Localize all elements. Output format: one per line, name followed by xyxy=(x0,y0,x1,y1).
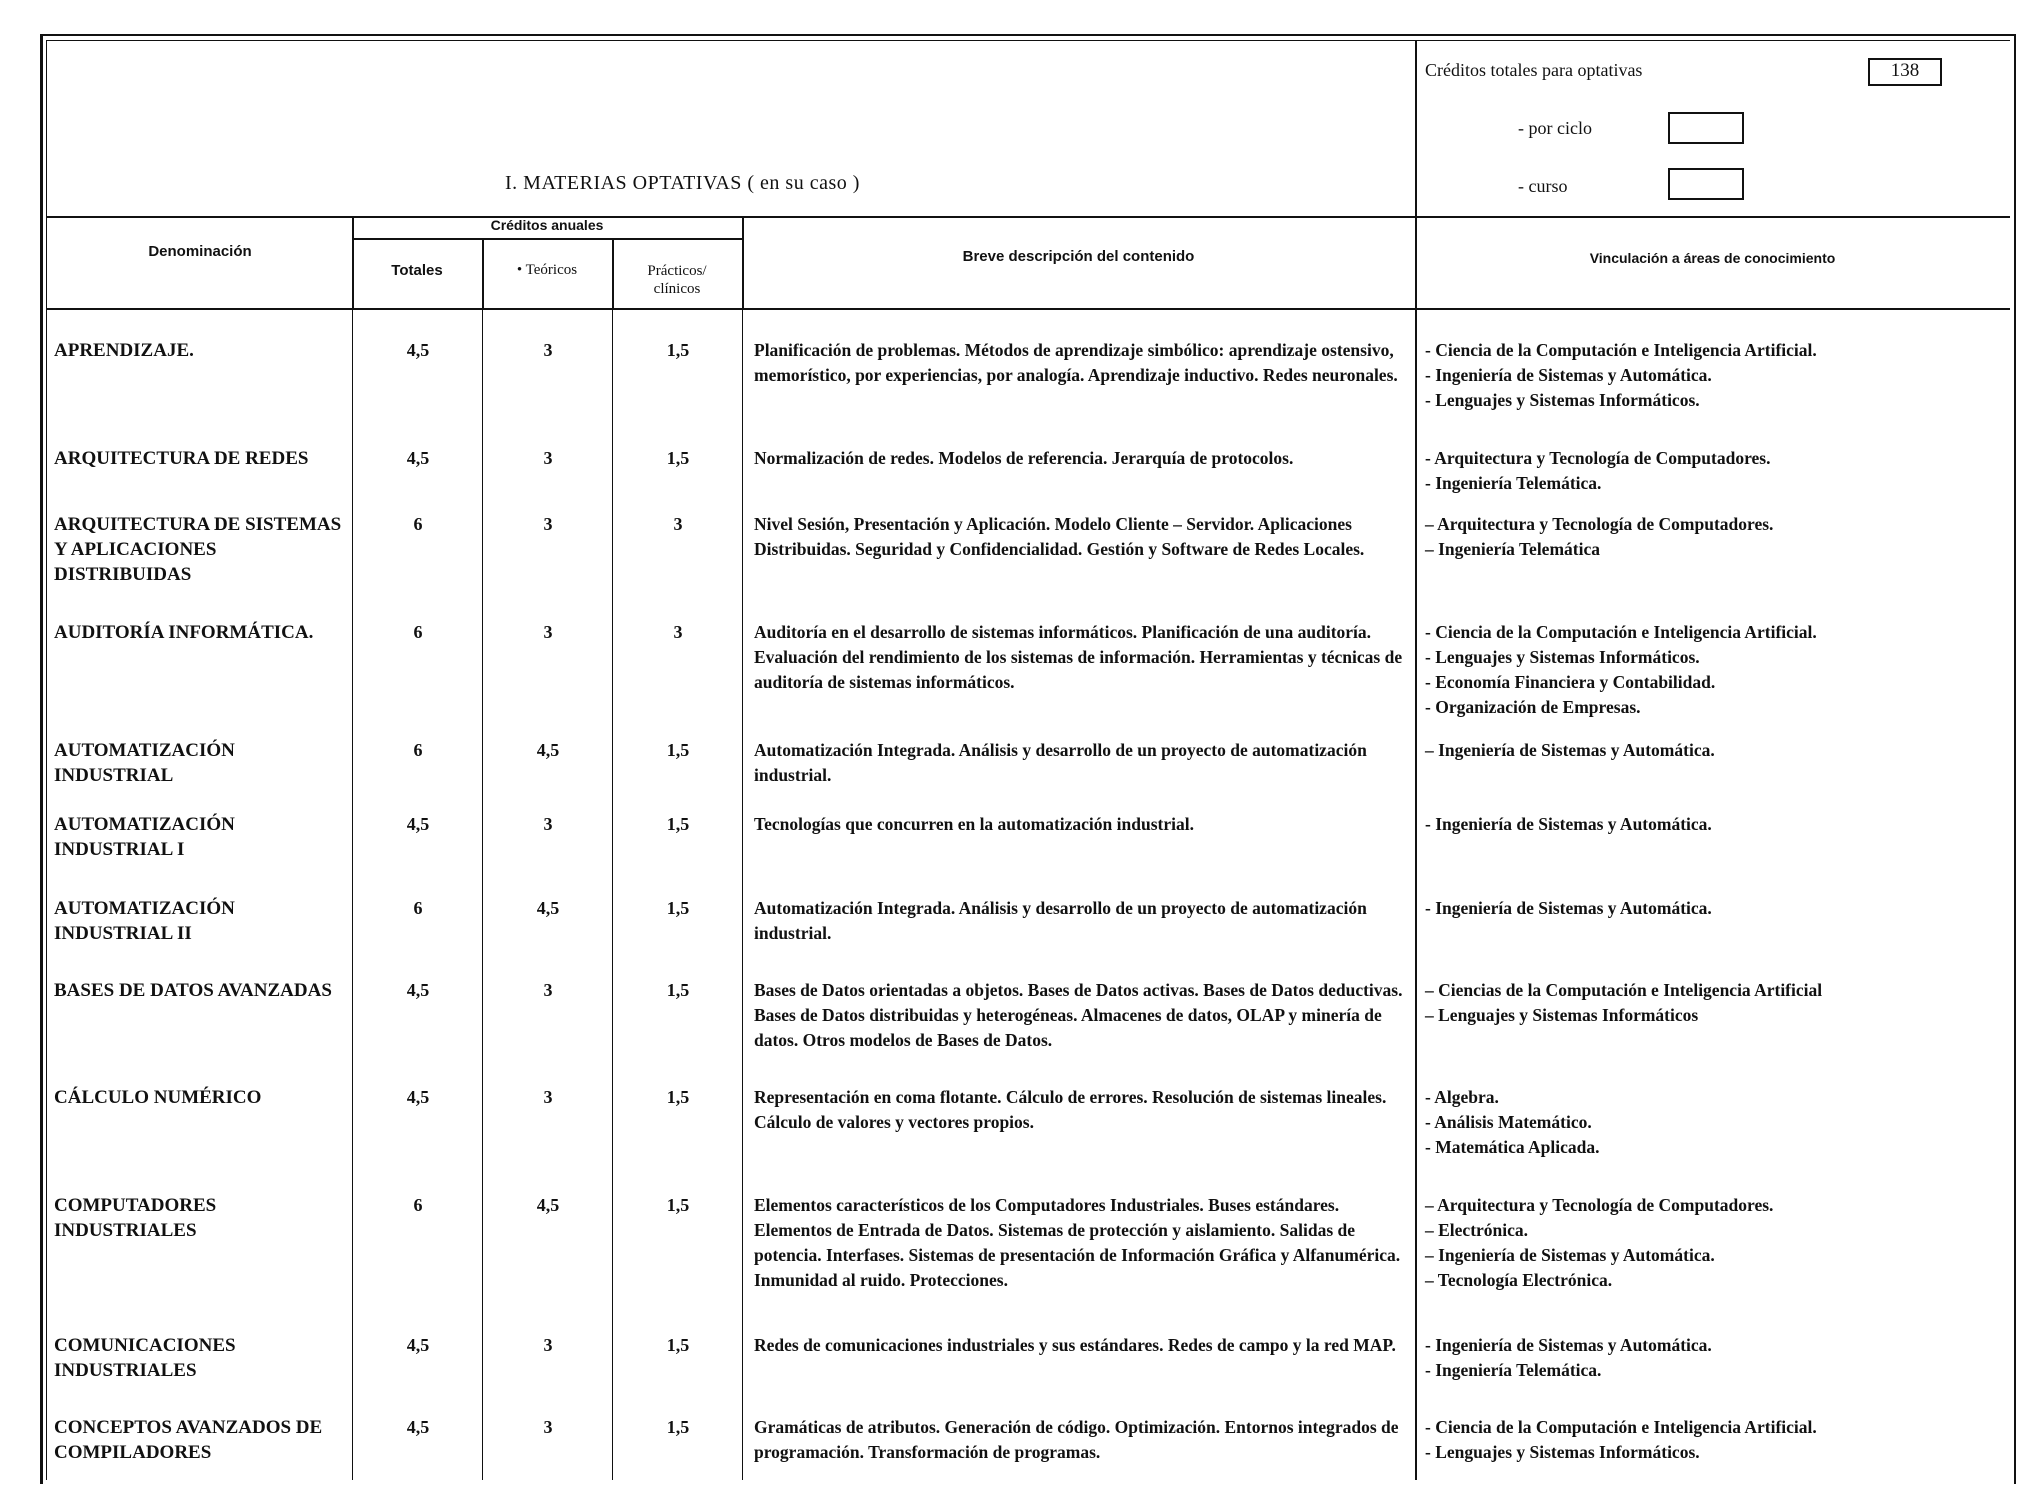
header-teoricos: • Teóricos xyxy=(516,262,578,278)
credits-total: 4,5 xyxy=(406,814,430,834)
knowledge-area-item: – Tecnología Electrónica. xyxy=(1425,1270,1613,1290)
knowledge-area-item: – Arquitectura y Tecnología de Computadores. xyxy=(1425,1195,1774,1215)
knowledge-area-item: - Organización de Empresas. xyxy=(1425,697,1641,717)
knowledge-areas xyxy=(1425,738,2025,763)
total-credits-label: Créditos totales para optativas xyxy=(1425,60,1643,80)
credits-total: 4,5 xyxy=(406,1087,430,1107)
knowledge-area-item: - Ingeniería de Sistemas y Automática. xyxy=(1425,365,1712,385)
knowledge-areas xyxy=(1425,1333,2025,1383)
credits-total: 6 xyxy=(413,514,423,534)
credits-theory: 3 xyxy=(543,1417,553,1437)
subject-description: Tecnologías que concurren en la automatización industrial. xyxy=(754,814,1194,834)
body-divider-total xyxy=(482,308,483,1480)
knowledge-area-item: – Arquitectura y Tecnología de Computadores. xyxy=(1425,514,1774,534)
credits-theory: 4,5 xyxy=(536,1195,560,1215)
credits-theory: 3 xyxy=(543,1335,553,1355)
per-cycle-box xyxy=(1668,112,1744,144)
credits-total: 6 xyxy=(413,622,423,642)
subject-description: Representación en coma flotante. Cálculo de errores. Resolución de sistemas lineales. Cálculo de valores y vectores propios. xyxy=(754,1087,1387,1132)
credits-theory: 4,5 xyxy=(536,898,560,918)
subject-name: AUTOMATIZACIÓN INDUSTRIAL I xyxy=(54,814,235,860)
credits-practice: 1,5 xyxy=(666,980,690,1000)
knowledge-areas xyxy=(1425,1415,2025,1465)
knowledge-area-item: – Ciencias de la Computación e Inteligencia Artificial xyxy=(1425,980,1823,1000)
credits-total: 4,5 xyxy=(406,448,430,468)
knowledge-areas xyxy=(1425,338,2025,413)
header-descripcion: Breve descripción del contenido xyxy=(962,248,1195,265)
knowledge-area-item: - Arquitectura y Tecnología de Computadores. xyxy=(1425,448,1771,468)
knowledge-area-item: - Economía Financiera y Contabilidad. xyxy=(1425,672,1716,692)
subject-description: Elementos característicos de los Computadores Industriales. Buses estándares. Elementos de Entrada de Datos. Sistemas de protección y aislamiento. Salidas de potencia. Interfases. Sistemas de presentación de Información Gráfica y Alfanumérica. Inmunidad al ruido. Protecciones. xyxy=(754,1195,1401,1290)
subject-name: BASES DE DATOS AVANZADAS xyxy=(54,980,332,1001)
knowledge-area-item: - Ingeniería de Sistemas y Automática. xyxy=(1425,1335,1712,1355)
credits-total: 6 xyxy=(413,1195,423,1215)
credits-practice: 1,5 xyxy=(666,1087,690,1107)
knowledge-area-item: - Ciencia de la Computación e Inteligencia Artificial. xyxy=(1425,340,1817,360)
course-label: - curso xyxy=(1518,176,1568,196)
credits-practice: 1,5 xyxy=(666,1417,690,1437)
knowledge-areas xyxy=(1425,620,2025,720)
knowledge-areas xyxy=(1425,1085,2025,1160)
credits-theory: 4,5 xyxy=(536,740,560,760)
knowledge-areas xyxy=(1425,512,2025,562)
subject-name: COMUNICACIONES INDUSTRIALES xyxy=(54,1335,236,1381)
credits-practice: 1,5 xyxy=(666,898,690,918)
knowledge-areas xyxy=(1425,1193,2025,1293)
page-title: I. MATERIAS OPTATIVAS ( en su caso ) xyxy=(505,172,860,194)
subject-description: Redes de comunicaciones industriales y sus estándares. Redes de campo y la red MAP. xyxy=(754,1335,1396,1355)
knowledge-area-item: – Lenguajes y Sistemas Informáticos xyxy=(1425,1005,1699,1025)
body-divider-theory xyxy=(612,308,613,1480)
knowledge-areas xyxy=(1425,812,2025,837)
header-practicos xyxy=(612,262,742,298)
subject-description: Planificación de problemas. Métodos de aprendizaje simbólico: aprendizaje ostensivo, memorístico, por experiencias, por analogía. Aprendizaje inductivo. Redes neuronales. xyxy=(754,340,1398,385)
credits-theory: 3 xyxy=(543,1087,553,1107)
knowledge-area-item: - Lenguajes y Sistemas Informáticos. xyxy=(1425,1442,1700,1462)
header-denominacion: Denominación xyxy=(148,243,252,260)
knowledge-area-item: - Ingeniería Telemática. xyxy=(1425,473,1602,493)
knowledge-area-item: - Lenguajes y Sistemas Informáticos. xyxy=(1425,647,1700,667)
credits-total: 6 xyxy=(413,898,423,918)
subject-description: Automatización Integrada. Análisis y desarrollo de un proyecto de automatización industrial. xyxy=(754,898,1367,943)
knowledge-area-item: – Electrónica. xyxy=(1425,1220,1529,1240)
credits-practice: 1,5 xyxy=(666,1195,690,1215)
body-divider-practice xyxy=(742,308,743,1480)
credits-total: 4,5 xyxy=(406,1417,430,1437)
subject-name: ARQUITECTURA DE SISTEMAS Y APLICACIONES DISTRIBUIDAS xyxy=(54,514,342,585)
subject-name: AUDITORÍA INFORMÁTICA. xyxy=(54,622,314,643)
credits-practice: 1,5 xyxy=(666,340,690,360)
subject-description: Bases de Datos orientadas a objetos. Bases de Datos activas. Bases de Datos deductivas. Bases de Datos distribuidas y heterogéneas. Almacenes de datos, OLAP y minería de datos. Otros modelos de Bases de Datos. xyxy=(754,980,1403,1050)
knowledge-area-item: – Ingeniería de Sistemas y Automática. xyxy=(1425,740,1715,760)
body-divider-name xyxy=(352,308,353,1480)
knowledge-area-item: - Lenguajes y Sistemas Informáticos. xyxy=(1425,390,1700,410)
column-header-bottom xyxy=(46,308,2010,310)
subject-description: Gramáticas de atributos. Generación de código. Optimización. Entornos integrados de programación. Transformación de programas. xyxy=(754,1417,1399,1462)
subject-name: ARQUITECTURA DE REDES xyxy=(54,448,309,469)
subject-description: Automatización Integrada. Análisis y desarrollo de un proyecto de automatización industrial. xyxy=(754,740,1367,785)
credits-practice: 3 xyxy=(673,514,683,534)
knowledge-area-item: - Análisis Matemático. xyxy=(1425,1112,1592,1132)
subject-name: CÁLCULO NUMÉRICO xyxy=(54,1087,262,1108)
credits-theory: 3 xyxy=(543,514,553,534)
credits-practice: 1,5 xyxy=(666,448,690,468)
knowledge-areas xyxy=(1425,978,2025,1028)
credits-theory: 3 xyxy=(543,814,553,834)
credits-theory: 3 xyxy=(543,622,553,642)
knowledge-area-item: - Ingeniería de Sistemas y Automática. xyxy=(1425,898,1712,918)
credits-practice: 3 xyxy=(673,622,683,642)
course-box xyxy=(1668,168,1744,200)
subject-name: AUTOMATIZACIÓN INDUSTRIAL II xyxy=(54,898,235,944)
subject-description: Nivel Sesión, Presentación y Aplicación. Modelo Cliente – Servidor. Aplicaciones Distribuidas. Seguridad y Confidencialidad. Gestión y Software de Redes Locales. xyxy=(754,514,1365,559)
credits-total: 6 xyxy=(413,740,423,760)
header-creditos-anuales: Créditos anuales xyxy=(490,217,604,233)
header-totales: Totales xyxy=(391,262,443,279)
per-cycle-label: - por ciclo xyxy=(1518,118,1592,138)
credits-theory: 3 xyxy=(543,980,553,1000)
credits-practice: 1,5 xyxy=(666,1335,690,1355)
knowledge-area-item: - Algebra. xyxy=(1425,1087,1499,1107)
subject-name: AUTOMATIZACIÓN INDUSTRIAL xyxy=(54,740,235,786)
knowledge-area-item: - Ciencia de la Computación e Inteligencia Artificial. xyxy=(1425,622,1817,642)
knowledge-area-item: - Ciencia de la Computación e Inteligencia Artificial. xyxy=(1425,1417,1817,1437)
header-practicos-line1: Prácticos/ xyxy=(647,263,707,279)
credits-subheader-line xyxy=(352,238,742,240)
header-divider xyxy=(46,216,2010,218)
knowledge-area-item: – Ingeniería de Sistemas y Automática. xyxy=(1425,1245,1715,1265)
credits-practice: 1,5 xyxy=(666,814,690,834)
subject-name: CONCEPTOS AVANZADOS DE COMPILADORES xyxy=(54,1417,323,1463)
subject-description: Normalización de redes. Modelos de referencia. Jerarquía de protocolos. xyxy=(754,448,1294,468)
knowledge-areas xyxy=(1425,896,2025,921)
credits-theory: 3 xyxy=(543,448,553,468)
subject-name: APRENDIZAJE. xyxy=(54,340,194,361)
credits-total: 4,5 xyxy=(406,340,430,360)
knowledge-area-item: - Ingeniería de Sistemas y Automática. xyxy=(1425,814,1712,834)
total-credits-box: 138 xyxy=(1868,58,1942,86)
subject-name: COMPUTADORES INDUSTRIALES xyxy=(54,1195,217,1241)
header-practicos-line2: clínicos xyxy=(653,281,701,297)
subject-description: Auditoría en el desarrollo de sistemas informáticos. Planificación de una auditoría. Evaluación del rendimiento de los sistemas de información. Herramientas y técnicas de auditoría de sistemas informáticos. xyxy=(754,622,1403,692)
knowledge-area-item: – Ingeniería Telemática xyxy=(1425,539,1600,559)
knowledge-area-item: - Ingeniería Telemática. xyxy=(1425,1360,1602,1380)
header-vinculacion: Vinculación a áreas de conocimiento xyxy=(1589,250,1836,266)
credits-total: 4,5 xyxy=(406,980,430,1000)
credits-practice: 1,5 xyxy=(666,740,690,760)
credits-total: 4,5 xyxy=(406,1335,430,1355)
knowledge-area-item: - Matemática Aplicada. xyxy=(1425,1137,1600,1157)
knowledge-areas xyxy=(1425,446,2025,496)
credits-theory: 3 xyxy=(543,340,553,360)
